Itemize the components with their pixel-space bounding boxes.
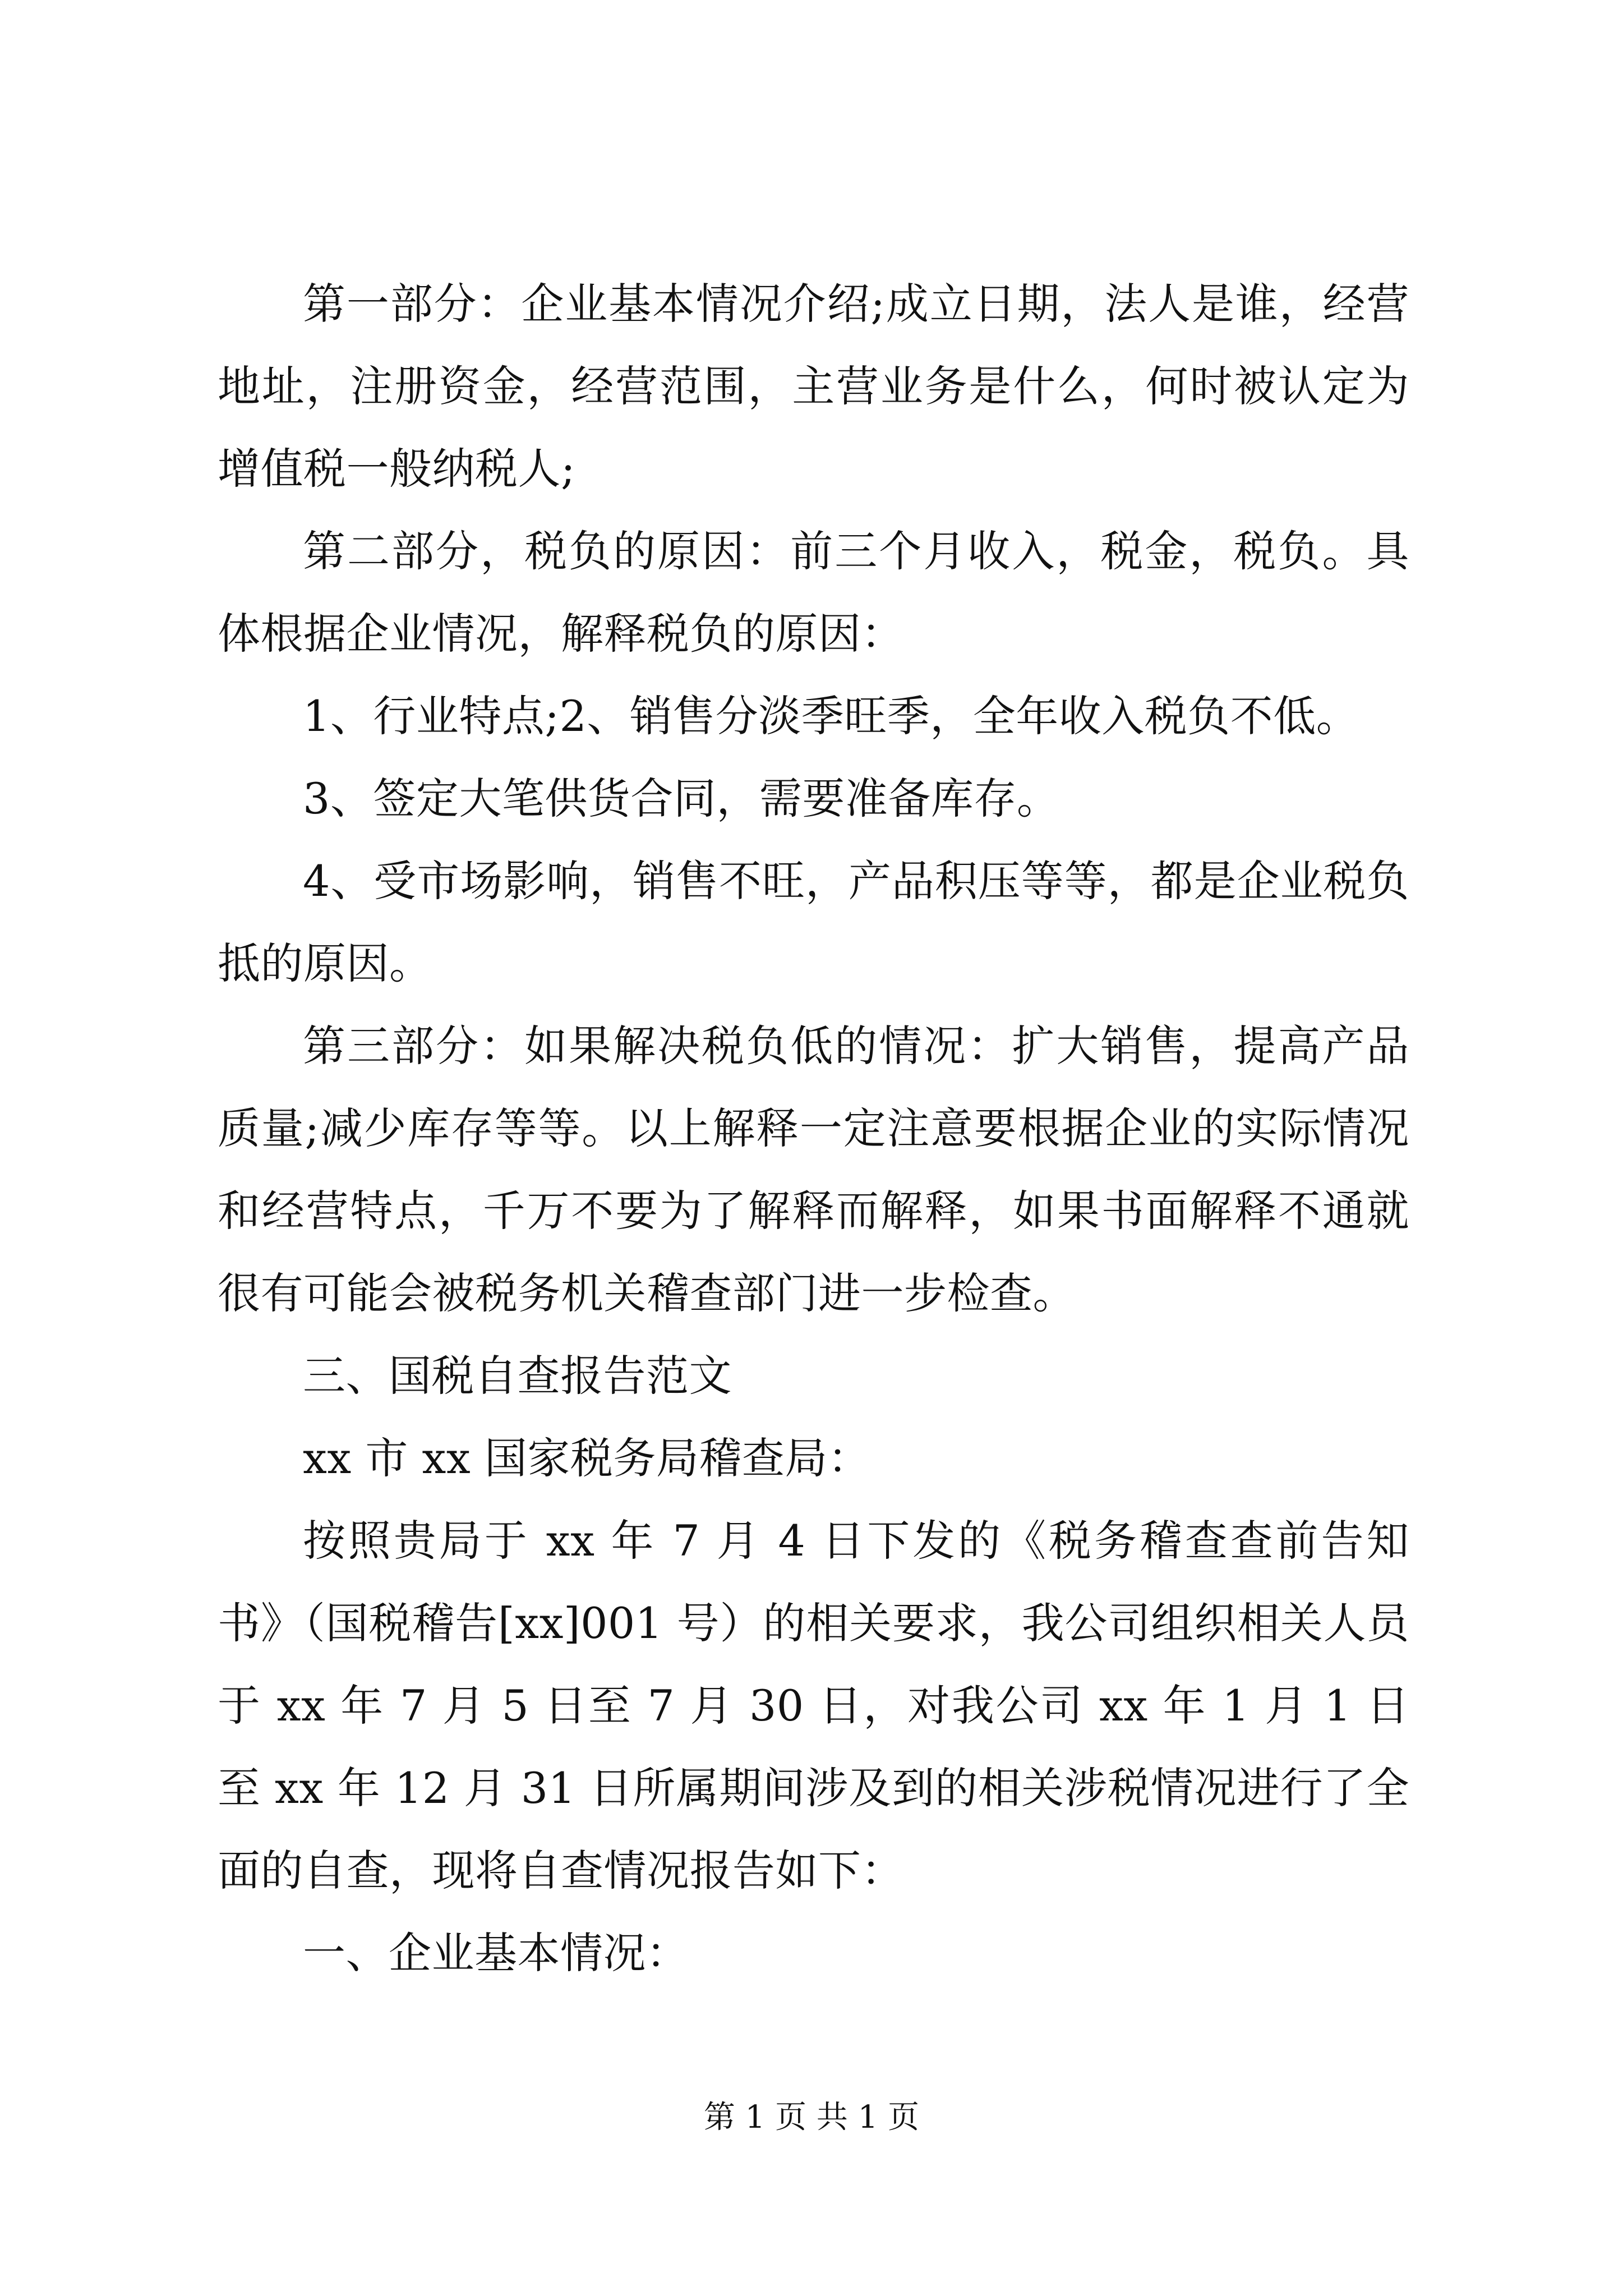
- page-footer: 第 1 页 共 1 页: [703, 2099, 920, 2136]
- paragraph-part-one: 第一部分：企业基本情况介绍;成立日期，法人是谁，经营地址，注册资金，经营范围，主营业务是什么，何时被认定为增值税一般纳税人;: [218, 279, 1409, 494]
- section-heading-1: 一、企业基本情况：: [303, 1928, 689, 1978]
- paragraph-item-4: 4、受市场影响，销售不旺，产品积压等等，都是企业税负抵的原因。: [218, 856, 1409, 988]
- paragraph-part-two: 第二部分，税负的原因：前三个月收入，税金，税负。具体根据企业情况，解释税负的原因：: [218, 526, 1409, 659]
- paragraph-item-3: 3、签定大笔供货合同，需要准备库存。: [303, 774, 1060, 823]
- paragraph-item-1-2: 1、行业特点;2、销售分淡季旺季，全年收入税负不低。: [303, 691, 1359, 741]
- section-heading-3: 三、国税自查报告范文: [303, 1351, 732, 1401]
- paragraph-report-intro: 按照贵局于 xx 年 7 月 4 日下发的《税务稽查查前告知书》（国税稽告[xx]001 号）的相关要求，我公司组织相关人员于 xx 年 7 月 5 日至 7 月 30 日，对我公司 xx 年 1 月 1 日至 xx 年 12 月 31 日所属期间涉及到的相关涉税情况进行了全面的自查，现将自查情况报告如下：: [218, 1516, 1409, 1895]
- document-body: [218, 263, 1409, 1994]
- salutation: xx 市 xx 国家税务局稽查局：: [303, 1433, 871, 1483]
- paragraph-part-three: 第三部分：如果解决税负低的情况：扩大销售，提高产品质量;减少库存等等。以上解释一定注意要根据企业的实际情况和经营特点，千万不要为了解释而解释，如果书面解释不通就很有可能会被税务机关稽查部门进一步检查。: [218, 1021, 1409, 1318]
